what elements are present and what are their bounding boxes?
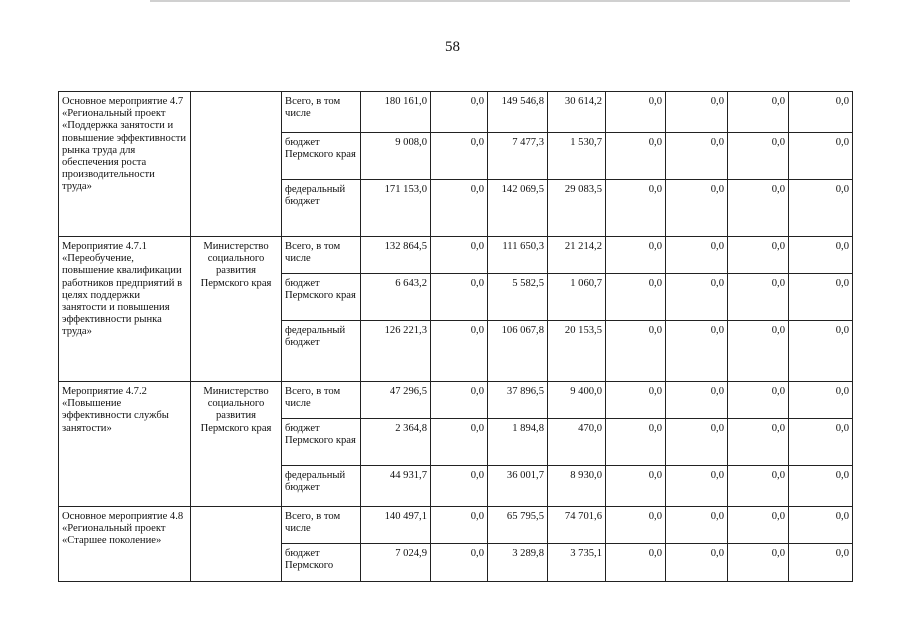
amount-cell: 180 161,0 [361, 92, 431, 133]
amount-cell: 0,0 [789, 544, 853, 582]
amount-cell: 0,0 [431, 133, 488, 180]
amount-cell: 0,0 [431, 180, 488, 237]
funding-source-cell: федеральный бюджет [282, 466, 361, 507]
amount-cell: 0,0 [666, 274, 728, 321]
executor-cell: Министерство социального развития Пермского края [191, 382, 282, 507]
amount-cell: 0,0 [666, 92, 728, 133]
amount-cell: 0,0 [666, 133, 728, 180]
amount-cell: 0,0 [606, 382, 666, 419]
amount-cell: 0,0 [606, 544, 666, 582]
amount-cell: 0,0 [431, 321, 488, 382]
amount-cell: 0,0 [728, 507, 789, 544]
amount-cell: 7 024,9 [361, 544, 431, 582]
amount-cell: 8 930,0 [548, 466, 606, 507]
amount-cell: 0,0 [431, 544, 488, 582]
amount-cell: 0,0 [728, 466, 789, 507]
activity-name-cell: Мероприятие 4.7.1 «Переобучение, повышение квалификации работников предприятий в целях поддержки занятости и повышения эффективности рынка труда» [59, 237, 191, 382]
amount-cell: 65 795,5 [488, 507, 548, 544]
page-top-rule [150, 0, 850, 2]
amount-cell: 0,0 [789, 466, 853, 507]
amount-cell: 126 221,3 [361, 321, 431, 382]
table-row [59, 92, 853, 133]
amount-cell: 0,0 [728, 92, 789, 133]
page-number: 58 [445, 39, 460, 55]
amount-cell: 0,0 [789, 274, 853, 321]
amount-cell: 20 153,5 [548, 321, 606, 382]
amount-cell: 470,0 [548, 419, 606, 466]
amount-cell: 0,0 [666, 419, 728, 466]
amount-cell: 74 701,6 [548, 507, 606, 544]
amount-cell: 0,0 [728, 180, 789, 237]
amount-cell: 9 008,0 [361, 133, 431, 180]
amount-cell: 0,0 [789, 133, 853, 180]
amount-cell: 21 214,2 [548, 237, 606, 274]
amount-cell: 132 864,5 [361, 237, 431, 274]
funding-source-cell: федеральный бюджет [282, 321, 361, 382]
funding-source-cell: бюджет Пермского края [282, 274, 361, 321]
amount-cell: 140 497,1 [361, 507, 431, 544]
amount-cell: 0,0 [789, 321, 853, 382]
budget-table [58, 91, 853, 582]
executor-cell [191, 507, 282, 582]
amount-cell: 1 894,8 [488, 419, 548, 466]
executor-cell: Министерство социального развития Пермского края [191, 237, 282, 382]
amount-cell: 0,0 [431, 419, 488, 466]
activity-name-cell: Мероприятие 4.7.2 «Повышение эффективности службы занятости» [59, 382, 191, 507]
amount-cell: 0,0 [431, 507, 488, 544]
funding-source-cell: федеральный бюджет [282, 180, 361, 237]
funding-source-cell: Всего, в том числе [282, 237, 361, 274]
amount-cell: 0,0 [431, 382, 488, 419]
amount-cell: 142 069,5 [488, 180, 548, 237]
amount-cell: 149 546,8 [488, 92, 548, 133]
amount-cell: 0,0 [666, 180, 728, 237]
amount-cell: 0,0 [431, 237, 488, 274]
table-row [59, 382, 853, 419]
amount-cell: 0,0 [728, 321, 789, 382]
amount-cell: 0,0 [606, 237, 666, 274]
funding-source-cell: Всего, в том числе [282, 507, 361, 544]
amount-cell: 44 931,7 [361, 466, 431, 507]
funding-source-cell: Всего, в том числе [282, 382, 361, 419]
amount-cell: 0,0 [431, 274, 488, 321]
amount-cell: 0,0 [606, 321, 666, 382]
amount-cell: 0,0 [431, 466, 488, 507]
amount-cell: 3 289,8 [488, 544, 548, 582]
funding-source-cell: бюджет Пермского [282, 544, 361, 582]
amount-cell: 0,0 [728, 544, 789, 582]
amount-cell: 0,0 [789, 507, 853, 544]
activity-name-cell: Основное мероприятие 4.7 «Региональный проект «Поддержка занятости и повышение эффективности рынка труда для обеспечения роста производительности труда» [59, 92, 191, 237]
table-row [59, 507, 853, 544]
amount-cell: 5 582,5 [488, 274, 548, 321]
amount-cell: 0,0 [606, 507, 666, 544]
amount-cell: 0,0 [728, 274, 789, 321]
amount-cell: 36 001,7 [488, 466, 548, 507]
amount-cell: 0,0 [789, 92, 853, 133]
amount-cell: 47 296,5 [361, 382, 431, 419]
amount-cell: 30 614,2 [548, 92, 606, 133]
amount-cell: 0,0 [666, 237, 728, 274]
amount-cell: 0,0 [666, 507, 728, 544]
amount-cell: 3 735,1 [548, 544, 606, 582]
amount-cell: 0,0 [728, 133, 789, 180]
amount-cell: 29 083,5 [548, 180, 606, 237]
amount-cell: 0,0 [789, 180, 853, 237]
activity-name-cell: Основное мероприятие 4.8 «Региональный проект «Старшее поколение» [59, 507, 191, 582]
amount-cell: 0,0 [728, 382, 789, 419]
amount-cell: 106 067,8 [488, 321, 548, 382]
amount-cell: 0,0 [431, 92, 488, 133]
amount-cell: 0,0 [606, 466, 666, 507]
funding-source-cell: бюджет Пермского края [282, 133, 361, 180]
funding-source-cell: бюджет Пермского края [282, 419, 361, 466]
amount-cell: 0,0 [789, 419, 853, 466]
amount-cell: 0,0 [606, 274, 666, 321]
amount-cell: 2 364,8 [361, 419, 431, 466]
amount-cell: 0,0 [666, 544, 728, 582]
funding-source-cell: Всего, в том числе [282, 92, 361, 133]
amount-cell: 111 650,3 [488, 237, 548, 274]
amount-cell: 0,0 [728, 237, 789, 274]
amount-cell: 0,0 [606, 180, 666, 237]
budget-table-body [59, 92, 853, 582]
amount-cell: 0,0 [606, 133, 666, 180]
amount-cell: 171 153,0 [361, 180, 431, 237]
executor-cell [191, 92, 282, 237]
amount-cell: 37 896,5 [488, 382, 548, 419]
amount-cell: 7 477,3 [488, 133, 548, 180]
amount-cell: 0,0 [728, 419, 789, 466]
amount-cell: 0,0 [666, 382, 728, 419]
amount-cell: 1 530,7 [548, 133, 606, 180]
amount-cell: 9 400,0 [548, 382, 606, 419]
amount-cell: 0,0 [666, 466, 728, 507]
table-row [59, 237, 853, 274]
amount-cell: 0,0 [789, 237, 853, 274]
amount-cell: 0,0 [606, 92, 666, 133]
amount-cell: 0,0 [789, 382, 853, 419]
amount-cell: 6 643,2 [361, 274, 431, 321]
amount-cell: 0,0 [606, 419, 666, 466]
amount-cell: 1 060,7 [548, 274, 606, 321]
amount-cell: 0,0 [666, 321, 728, 382]
